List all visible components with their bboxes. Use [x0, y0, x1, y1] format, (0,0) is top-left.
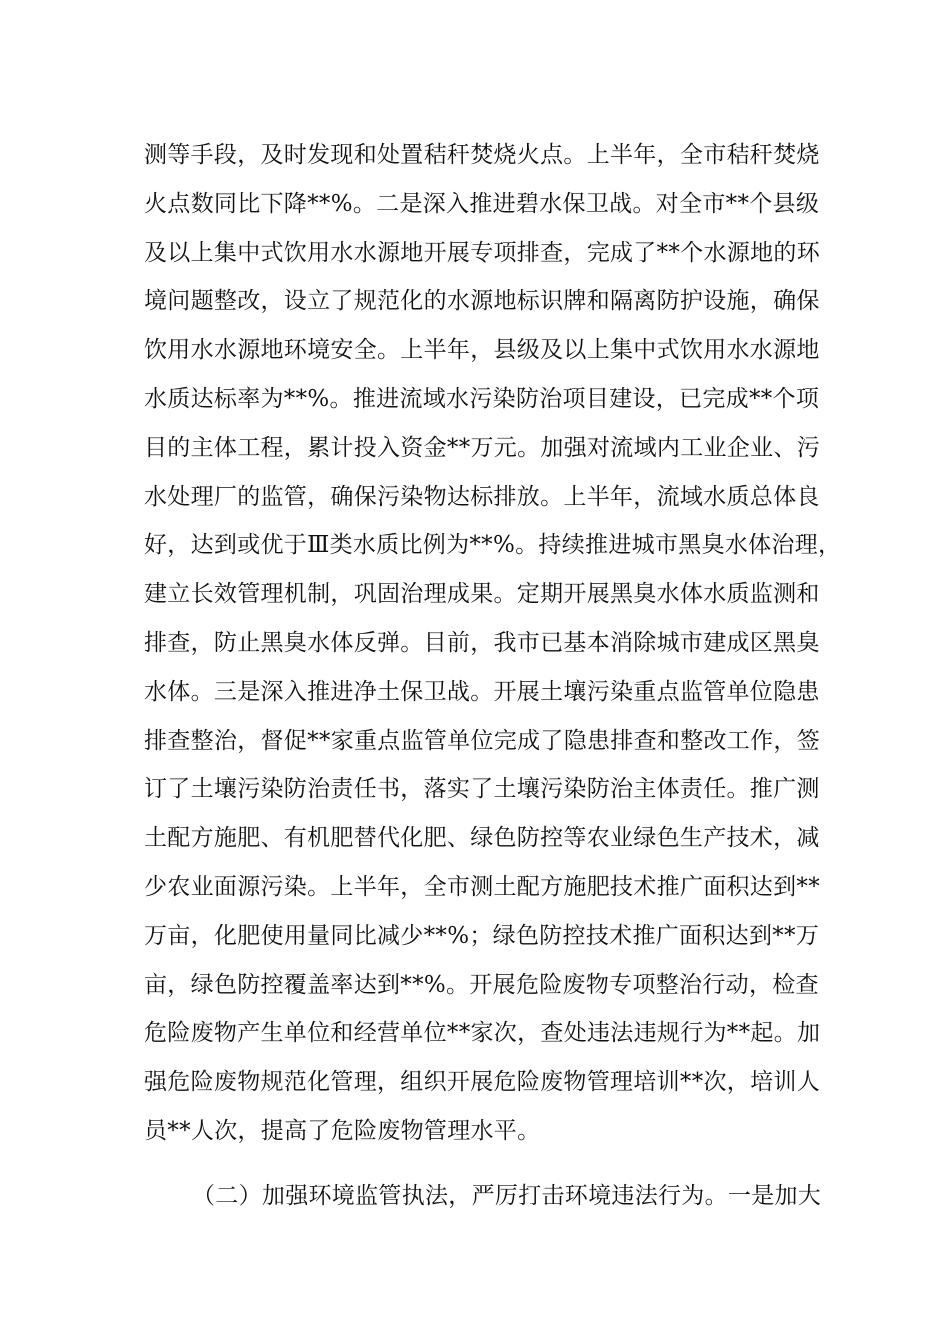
text-line: 水体。三是深入推进净土保卫战。开展土壤污染重点监管单位隐患	[144, 678, 820, 705]
text-line: 测等手段，及时发现和处置秸秆焚烧火点。上半年，全市秸秆焚烧	[144, 142, 820, 168]
text-line: 少农业面源污染。上半年，全市测土配方施肥技术推广面积达到**	[144, 873, 820, 900]
paragraph	[144, 131, 842, 1156]
text-line: 危险废物产生单位和经营单位**家次，查处违法违规行为**起。加	[144, 1020, 821, 1047]
text-line: 亩，绿色防控覆盖率达到**%。开展危险废物专项整治行动，检查	[144, 971, 819, 998]
text-line: 好，达到或优于Ⅲ类水质比例为**%。持续推进城市黑臭水体治理，	[144, 532, 842, 559]
text-line: 员**人次，提高了危险废物管理水平。	[144, 1117, 541, 1144]
text-line: 排查，防止黑臭水体反弹。目前，我市已基本消除城市建成区黑臭	[144, 629, 820, 656]
text-line: 水处理厂的监管，确保污染物达标排放。上半年，流域水质总体良	[144, 483, 820, 510]
text-line: 排查整治，督促**家重点监管单位完成了隐患排查和整改工作，签	[144, 727, 820, 754]
section-heading-line: （二）加强环境监管执法，严厉打击环境违法行为。一是加大	[192, 1182, 822, 1209]
text-line: 火点数同比下降**%。二是深入推进碧水保卫战。对全市**个县级	[144, 190, 820, 217]
text-line: 目的主体工程，累计投入资金**万元。加强对流域内工业企业、污	[144, 434, 820, 461]
document-body	[144, 131, 842, 1221]
text-line: 境问题整改，设立了规范化的水源地标识牌和隔离防护设施，确保	[144, 288, 820, 315]
text-line: 及以上集中式饮用水水源地开展专项排查，完成了**个水源地的环	[144, 239, 820, 266]
text-line: 万亩，化肥使用量同比减少**%；绿色防控技术推广面积达到**万	[144, 922, 820, 949]
text-line: 饮用水水源地环境安全。上半年，县级及以上集中式饮用水水源地	[144, 337, 820, 364]
text-line: 建立长效管理机制，巩固治理成果。定期开展黑臭水体水质监测和	[144, 581, 820, 608]
text-line: 水质达标率为**%。推进流域水污染防治项目建设，已完成**个项	[144, 385, 820, 412]
paragraph	[144, 1172, 824, 1221]
text-line: 强危险废物规范化管理，组织开展危险废物管理培训**次，培训人	[144, 1069, 820, 1096]
text-line: 土配方施肥、有机肥替代化肥、绿色防控等农业绿色生产技术，减	[144, 825, 820, 852]
text-line: 订了土壤污染防治责任书，落实了土壤污染防治主体责任。推广测	[144, 776, 820, 803]
